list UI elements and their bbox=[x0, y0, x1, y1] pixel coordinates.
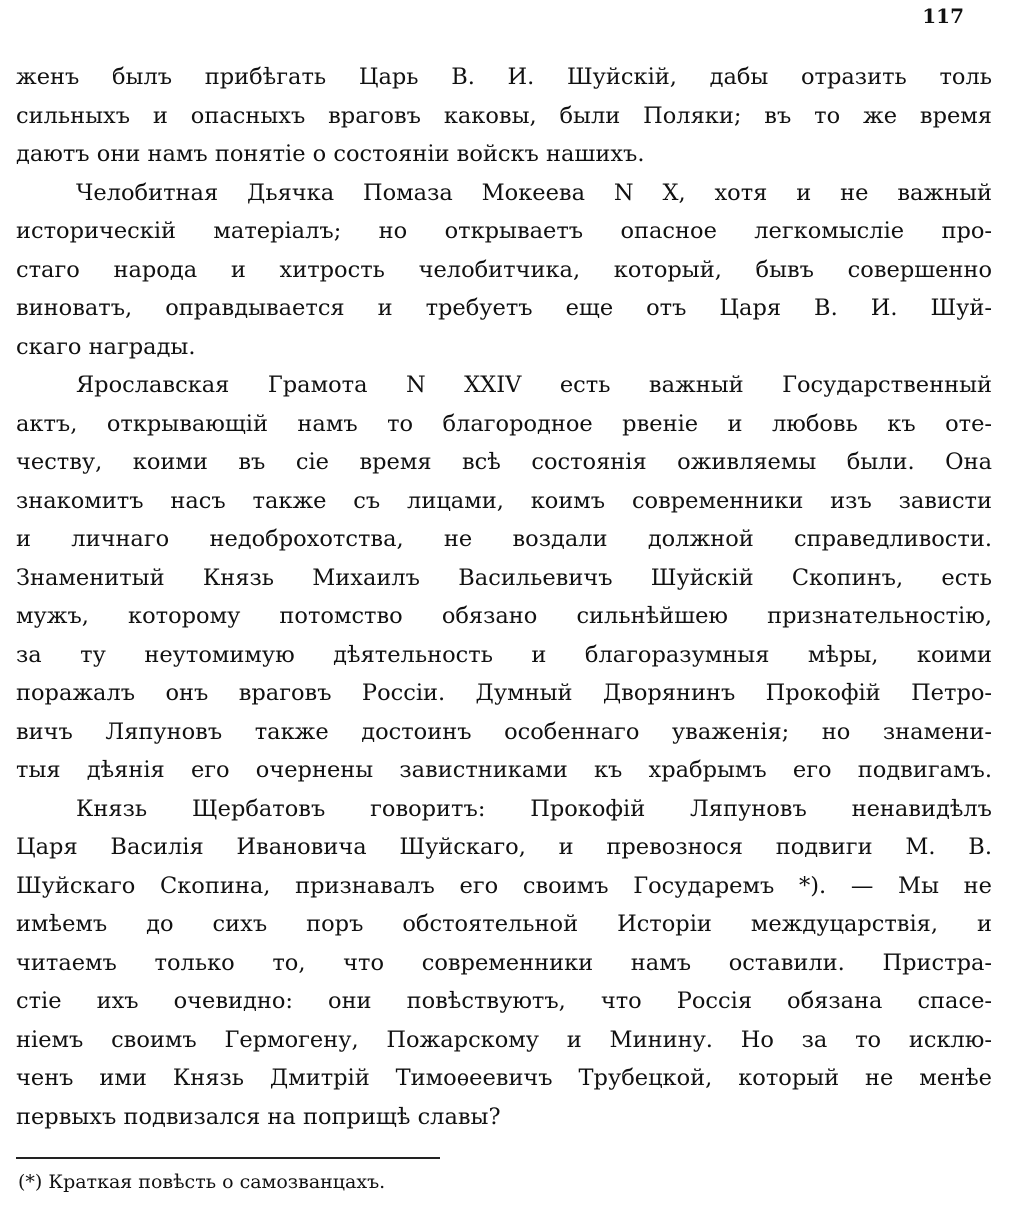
page-number: 117 bbox=[922, 4, 964, 28]
text-line: даютъ они намъ понятіе о состояніи войскъ нашихъ. bbox=[16, 141, 645, 167]
text-line: стіе ихъ очевидно: они повѣствуютъ, что Россія обязана спасе- bbox=[16, 988, 992, 1014]
text-line: Ярославская Грамота N XXIV есть важный Государственный bbox=[76, 372, 992, 398]
text-line: женъ былъ прибѣгать Царь В. И. Шуйскій, дабы отразить толь bbox=[16, 64, 992, 90]
text-line: тыя дѣянія его очернены завистниками къ храбрымъ его подвигамъ. bbox=[16, 757, 992, 783]
text-line: за ту неутомимую дѣятельность и благоразумныя мѣры, коими bbox=[16, 641, 992, 668]
text-line: ніемъ своимъ Гермогену, Пожарскому и Минину. Но за то исклю- bbox=[16, 1026, 992, 1053]
text-line: знакомитъ насъ также съ лицами, коимъ современники изъ зависти bbox=[16, 487, 992, 514]
main-text bbox=[16, 58, 992, 1136]
text-line: и личнаго недоброхотства, не воздали должной справедливости. bbox=[16, 526, 992, 552]
text-line: имѣемъ до сихъ поръ обстоятельной Исторіи междуцарствія, и bbox=[16, 911, 992, 937]
text-line: историческій матеріалъ; но открываетъ опасное легкомысліе про- bbox=[16, 218, 992, 244]
text-line: вичъ Ляпуновъ также достоинъ особеннаго уваженія; но знамени- bbox=[16, 718, 992, 745]
text-line: честву, коими въ сіе время всѣ состоянія оживляемы были. Она bbox=[16, 449, 992, 475]
text-line: Шуйскаго Скопина, признавалъ его своимъ Государемъ *). — Мы не bbox=[16, 872, 992, 899]
footnote-rule bbox=[16, 1157, 440, 1159]
text-line: актъ, открывающій намъ то благородное рвеніе и любовь къ оте- bbox=[16, 410, 992, 437]
text-line: читаемъ только то, что современники намъ оставили. Пристра- bbox=[16, 949, 992, 976]
text-line: мужъ, которому потомство обязано сильнѣйшею признательностію, bbox=[16, 603, 992, 629]
text-line: виноватъ, оправдывается и требуетъ еще отъ Царя В. И. Шуй- bbox=[16, 295, 992, 321]
text-line: скаго награды. bbox=[16, 333, 196, 360]
text-line: сильныхъ и опасныхъ враговъ каковы, были Поляки; въ то же время bbox=[16, 102, 992, 129]
text-line: ченъ ими Князь Дмитрій Тимоѳеевичъ Трубецкой, который не менѣе bbox=[16, 1065, 992, 1091]
text-line: Царя Василія Ивановича Шуйскаго, и превознося подвиги М. В. bbox=[16, 834, 992, 860]
text-line: стаго народа и хитрость челобитчика, который, бывъ совершенно bbox=[16, 256, 992, 283]
text-line: Челобитная Дьячка Помаза Мокеева N X, хотя и не важный bbox=[76, 179, 992, 206]
text-line: Князь Щербатовъ говоритъ: Прокофій Ляпуновъ ненавидѣлъ bbox=[76, 795, 992, 822]
text-line: поражалъ онъ враговъ Россіи. Думный Дворянинъ Прокофій Петро- bbox=[16, 680, 992, 706]
footnote: (*) Краткая повѣсть о самозванцахъ. bbox=[18, 1171, 386, 1193]
text-line: первыхъ подвизался на поприщѣ славы? bbox=[16, 1103, 501, 1130]
text-line: Знаменитый Князь Михаилъ Васильевичъ Шуйскій Скопинъ, есть bbox=[16, 564, 992, 591]
